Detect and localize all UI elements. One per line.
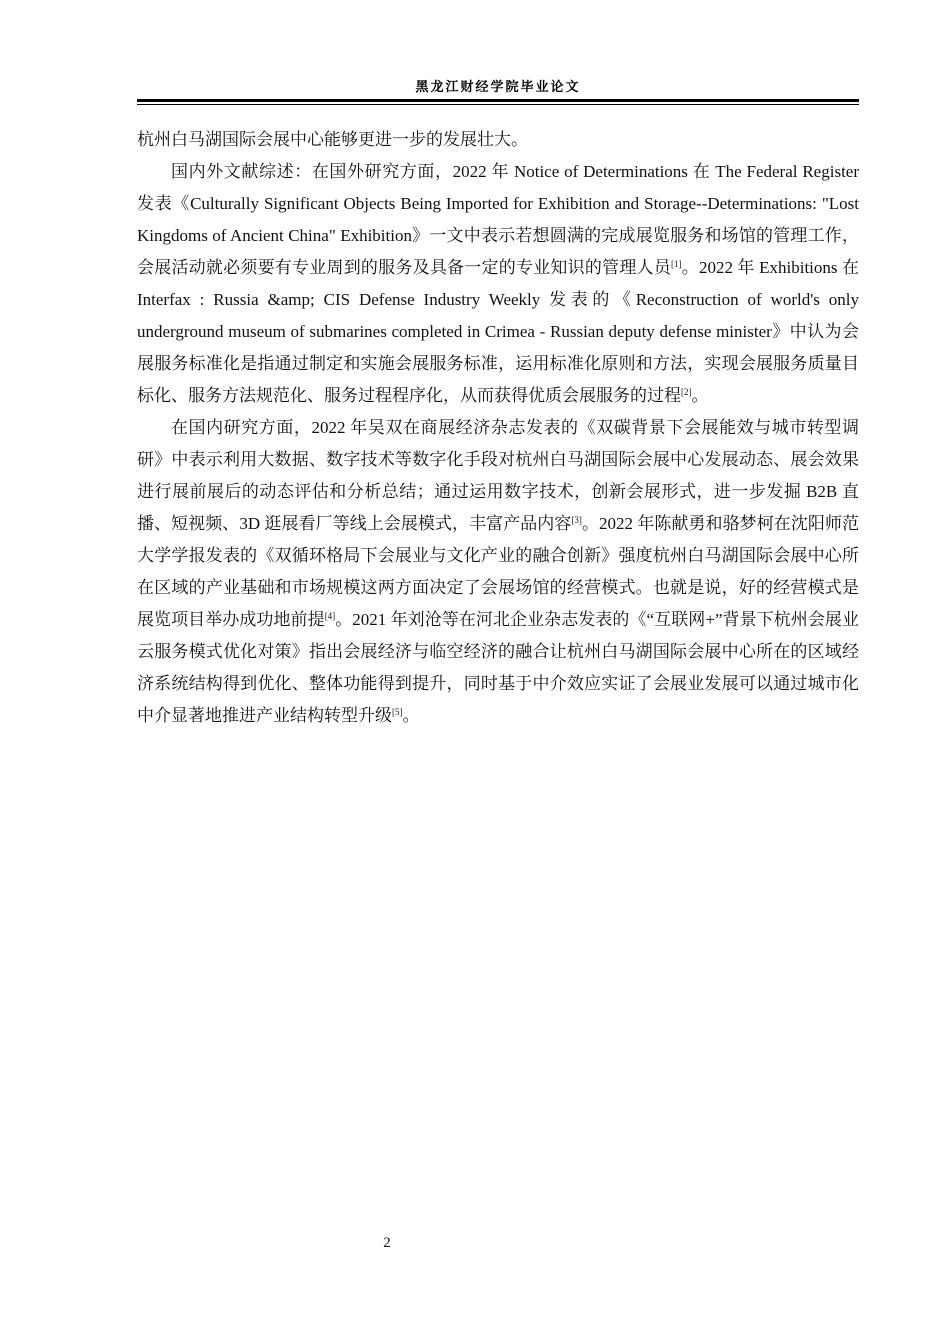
paragraph-text: 在国内研究方面，2022 年吴双在商展经济杂志发表的《双碳背景下会展能效与城市转型调研》中表示利用大数据、数字技术等数字化手段对杭州白马湖国际会展中心发展动态、展会效果进行展前展后的动态评估和分析总结；通过运用数字技术，创新会展形式，进一步发掘 B2B 直播、短视频、3D 逛展看厂等线上会展模式，丰富产品内容: [137, 418, 859, 533]
paragraph-text: 。: [691, 386, 709, 405]
paragraph-text: 。2021 年刘沧等在河北企业杂志发表的《“互联网+”背景下杭州会展业云服务模式优化对策》指出会展经济与临空经济的融合让杭州白马湖国际会展中心所在的区域经济系统结构得到优化、整体功能得到提升，同时基于中介效应实证了会展业发展可以通过城市化中介显著地推进产业结构转型升级: [137, 610, 859, 725]
body-text: [137, 124, 859, 732]
page-number: 2: [383, 1235, 391, 1251]
header-rule-thin: [137, 104, 859, 105]
citation-ref: [5]: [392, 707, 403, 717]
paragraph-domestic-literature: [137, 412, 859, 732]
page-header: [137, 79, 859, 105]
paragraph-text: 。: [402, 706, 420, 725]
header-rule-thick: [137, 99, 859, 102]
citation-ref: [3]: [571, 515, 582, 525]
paragraph-text: 国内外文献综述：在国外研究方面，2022 年 Notice of Determinations 在 The Federal Register 发表《Culturally Significant Objects Being Imported for Exhibition and Storage--Determinations: "Lost Kingdoms of Ancient China" Exhibition》一文中表示若想圆满的完成展览服务和场馆的管理工作，会展活动就必须要有专业周到的服务及具备一定的专业知识的管理人员: [137, 162, 859, 277]
citation-ref: [1]: [671, 259, 682, 269]
citation-ref: [2]: [681, 387, 692, 397]
citation-ref: [4]: [324, 611, 336, 621]
paragraph-text: 。2022 年 Exhibitions 在 Interfax : Russia &amp; CIS Defense Industry Weekly 发表的《Reconstruction of world's only underground museum of submarines completed in Crimea - Russian deputy defense minister》中认为会展服务标准化是指通过制定和实施会展服务标准，运用标准化原则和方法，实现会展服务质量目标化、服务方法规范化、服务过程程序化，从而获得优质会展服务的过程: [137, 258, 859, 405]
header-title: 黑龙江财经学院毕业论文: [415, 80, 581, 95]
paragraph-text: 杭州白马湖国际会展中心能够更进一步的发展壮大。: [137, 130, 528, 149]
paragraph-text: 。2022 年陈献勇和骆梦柯在沈阳师范大学学报发表的《双循环格局下会展业与文化产业的融合创新》强度杭州白马湖国际会展中心所在区域的产业基础和市场规模这两方面决定了会展场馆的经营模式。也就是说，好的经营模式是展览项目举办成功地前提: [137, 514, 860, 629]
paragraph-continuation: [137, 124, 859, 156]
paragraph-foreign-literature: [137, 156, 859, 412]
